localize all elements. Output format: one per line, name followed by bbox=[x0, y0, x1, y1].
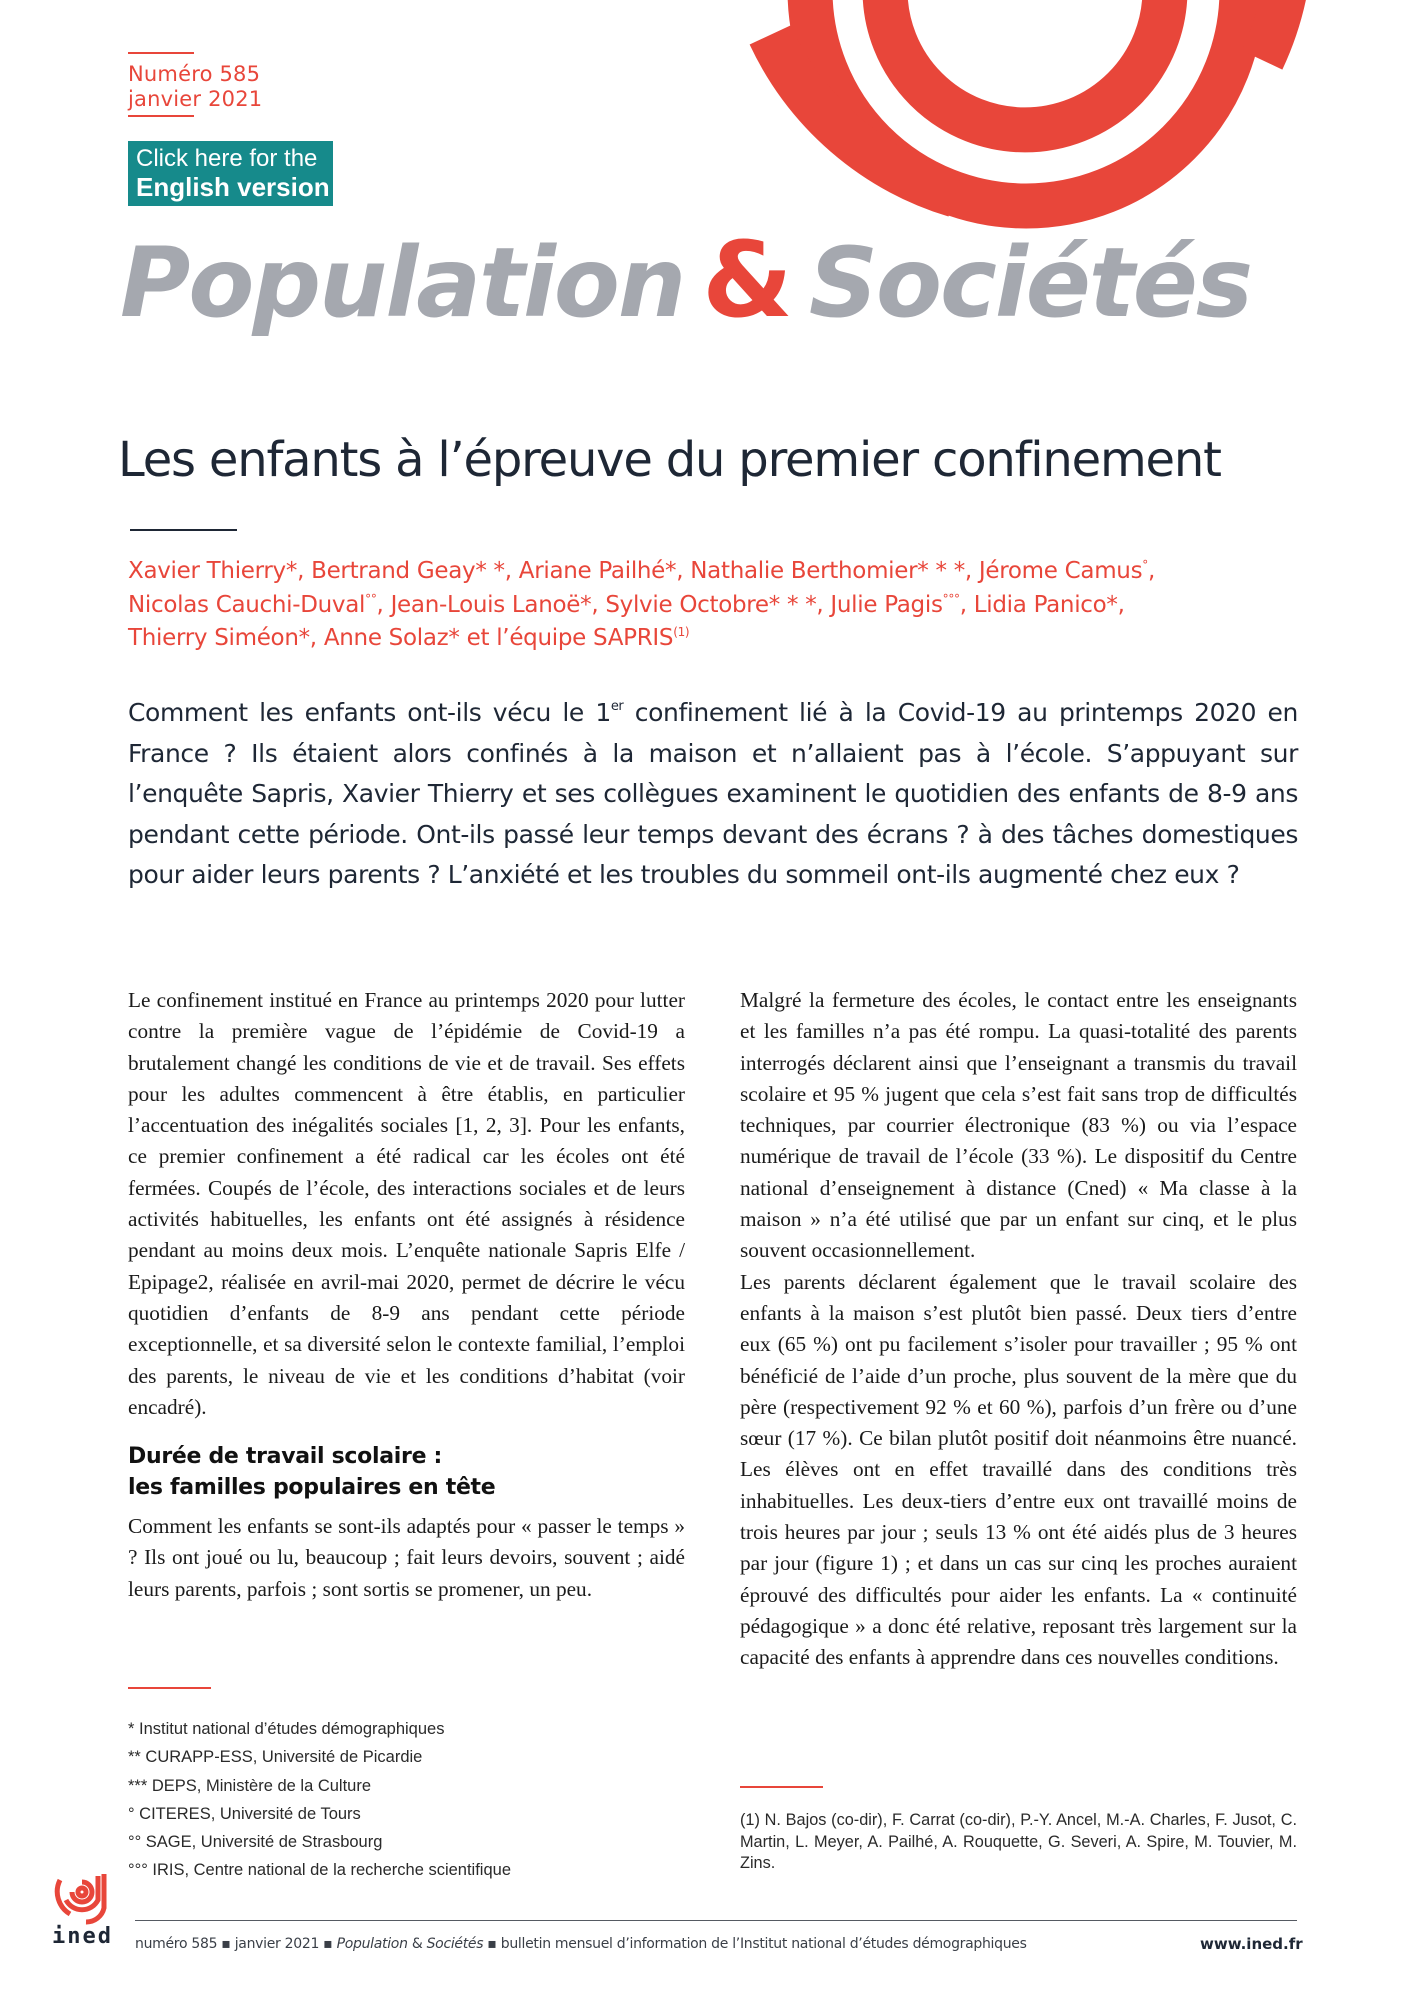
right-paragraph-1: Malgré la fermeture des écoles, le contact entre les enseignants et les familles n’a pas été rompu. La quasi-totalité des parents interrogés déclarent ainsi que l’enseignant a transmis du travail scolaire et 95 % jugent que cela s’est fait sans trop de difficultés techniques, par courrier électronique (83 %) ou via l’espace numérique de travail de l’école (33 %). Le dispositif du Centre national d’enseignement à distance (Cned) « Ma classe à la maison » n’a été utilisé que par un enfant sur cinq, et le plus souvent occasionnellement. bbox=[740, 988, 1297, 1263]
author-list bbox=[128, 555, 1278, 656]
author-affiliation-mark: * * * bbox=[917, 558, 965, 584]
intro-paragraph: Le confinement institué en France au printemps 2020 pour lutter contre la première vague de l’épidémie de Covid-19 a brutalement changé les conditions de vie et de travail. Ses effets pour les adultes commencent à être établis, en particulier l’accentuation des inégalités sociales [1, 2, 3]. Pour les enfants, ce premier confinement a été radical car les écoles ont été fermées. Coupés de l’école, des interactions sociales et de leurs activités habituelles, les enfants ont été assignés à résidence pendant au moins deux mois. L’enquête nationale Sapris Elfe / Epipage2, réalisée en avril-mai 2020, permet de décrire le vécu quotidien d’enfants de 8-9 ans pendant cette période exceptionnelle, et sa diversité selon le contexte familial, l’emploi des parents, le niveau de vie et les conditions d’habitat (voir encadré). bbox=[128, 988, 685, 1419]
author-name: Ariane Pailhé bbox=[518, 558, 666, 584]
issue-top-rule bbox=[128, 52, 194, 54]
author-separator: , bbox=[309, 625, 324, 651]
ined-logo-text: ined bbox=[52, 1924, 113, 1949]
abstract-superscript: er bbox=[610, 699, 624, 714]
author-name: et l’équipe SAPRIS bbox=[466, 625, 674, 651]
affiliation-item: ** CURAPP-ESS, Université de Picardie bbox=[128, 1748, 423, 1767]
footnote-sapris-team: (1) N. Bajos (co-dir), F. Carrat (co-dir), P.-Y. Ancel, M.-A. Charles, F. Jusot, C. Martin, L. Meyer, A. Pailhé, A. Rouquette, G. Severi, A. Spire, M. Touvier, M. Zins. bbox=[740, 1811, 1297, 1872]
author-name: Nathalie Berthomier bbox=[690, 558, 918, 584]
author-name: Jérome Camus bbox=[978, 558, 1143, 584]
author-name: Julie Pagis bbox=[830, 591, 943, 618]
issue-bottom-rule bbox=[128, 115, 194, 117]
footer-issue: numéro 585 bbox=[135, 1936, 218, 1952]
author-affiliation-mark: * bbox=[580, 591, 592, 618]
abstract-part2: confinement lié à la Covid-19 au printemps 2020 en France ? Ils étaient alors confinés à la maison et n’allaient pas à l’école. S’appuyant sur l’enquête Sapris, Xavier Thierry et ses collègues examinent le quotidien des enfants de 8-9 ans pendant cette période. Ont-ils passé leur temps devant des écrans ? à des tâches domestiques pour aider leurs parents ? L’anxiété et les troubles du sommeil ont-ils augmenté chez eux ? bbox=[128, 698, 1298, 889]
issue-info bbox=[128, 62, 262, 112]
title-rule bbox=[130, 529, 237, 531]
author-affiliation-mark: * bbox=[285, 558, 298, 584]
footer-pub-amp: & bbox=[411, 1936, 423, 1952]
author-separator: , bbox=[376, 591, 391, 618]
author-affiliation-mark: °°° bbox=[942, 591, 960, 606]
author-affiliation-mark: * bbox=[448, 625, 460, 651]
affiliation-item: *** DEPS, Ministère de la Culture bbox=[128, 1776, 372, 1795]
issue-number: Numéro 585 bbox=[128, 62, 261, 86]
english-link-line2: English version bbox=[136, 172, 330, 202]
author-name: Lidia Panico bbox=[973, 591, 1107, 618]
footer-rule bbox=[135, 1920, 1297, 1921]
author-affiliation-mark: (1) bbox=[673, 625, 690, 639]
article-title: Les enfants à l’épreuve du premier confinement bbox=[118, 432, 1221, 488]
section-paragraph: Comment les enfants se sont-ils adaptés pour « passer le temps » ? Ils ont joué ou lu, beaucoup ; fait leurs devoirs, souvent ; aidé leurs parents, parfois ; sont sortis se promener, un peu. bbox=[128, 1514, 685, 1601]
footer-description: bulletin mensuel d’information de l’Institut national d’études démographiques bbox=[500, 1936, 1027, 1952]
affiliation-item: °° SAGE, Université de Strasbourg bbox=[128, 1833, 383, 1852]
author-separator: , bbox=[964, 558, 979, 584]
author-separator: , bbox=[676, 558, 691, 584]
author-affiliation-mark: * bbox=[665, 558, 677, 584]
affiliation-item: ° CITERES, Université de Tours bbox=[128, 1804, 361, 1823]
footer-info bbox=[135, 1936, 1027, 1952]
author-name: Sylvie Octobre bbox=[605, 591, 769, 618]
issue-date: janvier 2021 bbox=[128, 87, 263, 111]
body-right-column bbox=[740, 985, 1297, 1674]
author-name: Nicolas Cauchi-Duval bbox=[128, 591, 366, 618]
author-affiliation-mark: * * * bbox=[768, 591, 817, 618]
ined-logo-icon bbox=[50, 1870, 120, 1930]
english-link-line1: Click here for the bbox=[136, 145, 318, 172]
masthead-societes: Sociétés bbox=[808, 227, 1252, 339]
abstract-part1: Comment les enfants ont-ils vécu le 1 bbox=[128, 698, 611, 727]
footer-bullet-1: ▪ bbox=[221, 1936, 231, 1952]
footer-bullet-3: ▪ bbox=[487, 1936, 497, 1952]
masthead-population: Population bbox=[120, 227, 685, 339]
swirl-inner-arc bbox=[885, 0, 1165, 130]
author-separator: , bbox=[1147, 558, 1155, 584]
footer-pub-word1: Population bbox=[336, 1936, 408, 1952]
english-version-link[interactable] bbox=[128, 141, 333, 206]
author-separator: , bbox=[816, 591, 831, 618]
author-name: Thierry Siméon bbox=[128, 625, 299, 651]
swirl-right-arc bbox=[1262, 0, 1285, 60]
section-heading-line1: Durée de travail scolaire : bbox=[128, 1444, 443, 1470]
publication-masthead bbox=[120, 220, 1251, 343]
author-separator: , bbox=[297, 558, 312, 584]
masthead-ampersand: & bbox=[702, 219, 791, 341]
author-separator: , bbox=[504, 558, 519, 584]
author-separator: , bbox=[959, 591, 974, 618]
author-affiliations bbox=[128, 1715, 511, 1885]
author-affiliation-mark: * * bbox=[475, 558, 505, 584]
author-affiliation-mark: °° bbox=[365, 591, 377, 606]
right-paragraph-2: Les parents déclarent également que le travail scolaire des enfants à la maison s’est plutôt bien passé. Deux tiers d’entre eux (65 %) ont pu facilement s’isoler pour travailler ; 95 % ont bénéficié de l’aide d’un proche, plus souvent de la mère que du père (respectivement 92 % et 60 %), parfois d’un frère ou d’une sœur (17 %). Ce bilan plutôt positif doit néanmoins être nuancé. Les élèves ont en effet travaillé dans des conditions très inhabituelles. Les deux-tiers d’entre eux ont travaillé moins de trois heures par jour ; seuls 13 % ont été aidés plus de 3 heures par jour (figure 1) ; et dans un cas sur cinq les proches auraient éprouvé des difficultés pour aider les enfants. La « continuité pédagogique » a donc été relative, reposant très largement sur la capacité des enfants à apprendre dans ces nouvelles conditions. bbox=[740, 1269, 1297, 1670]
affiliation-item: * Institut national d’études démographiques bbox=[128, 1720, 445, 1738]
affiliations-rule bbox=[128, 1687, 211, 1689]
author-name: Jean-Louis Lanoë bbox=[390, 591, 581, 618]
author-affiliation-mark: ° bbox=[1142, 558, 1148, 572]
author-name: Anne Solaz bbox=[323, 625, 449, 651]
body-left-column bbox=[128, 985, 685, 1605]
author-separator: , bbox=[591, 591, 606, 618]
footer-pub-word2: Sociétés bbox=[426, 1936, 484, 1952]
footer-date: janvier 2021 bbox=[234, 1936, 320, 1952]
footer-bullet-2: ▪ bbox=[323, 1936, 333, 1952]
author-separator bbox=[460, 625, 467, 651]
article-abstract bbox=[128, 693, 1298, 896]
author-name: Xavier Thierry bbox=[128, 558, 286, 584]
footer-website-link[interactable]: www.ined.fr bbox=[1200, 1935, 1303, 1953]
section-heading bbox=[128, 1441, 685, 1503]
footnote-rule bbox=[740, 1786, 823, 1788]
section-heading-line2: les familles populaires en tête bbox=[128, 1475, 496, 1501]
author-name: Bertrand Geay bbox=[311, 558, 476, 584]
author-affiliation-mark: * bbox=[1106, 591, 1118, 618]
affiliation-item: °°° IRIS, Centre national de la recherche scientifique bbox=[128, 1861, 511, 1880]
author-affiliation-mark: * bbox=[298, 625, 310, 651]
author-separator: , bbox=[1117, 591, 1125, 618]
